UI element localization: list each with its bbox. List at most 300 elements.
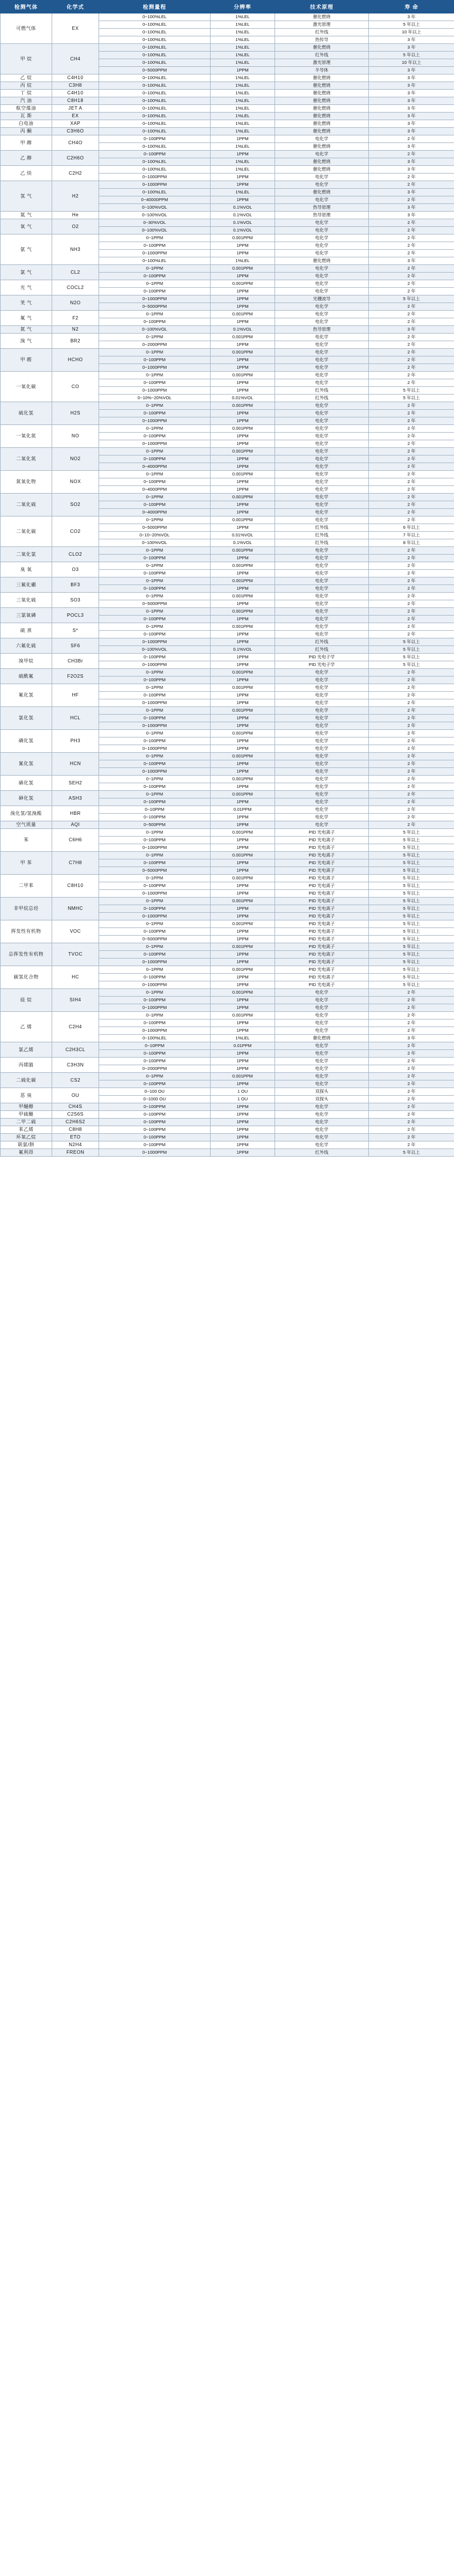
cell-gas-name: 丁 烷 bbox=[1, 90, 52, 97]
cell-resolution: 0.001PPM bbox=[211, 265, 275, 273]
cell-detection-range: 0~1PPM bbox=[99, 829, 211, 837]
cell-detection-range: 0~100PPM bbox=[99, 1103, 211, 1111]
cell-detection-range: 0~1000PPM bbox=[99, 959, 211, 966]
cell-gas-name: 氮 气 bbox=[1, 326, 52, 334]
cell-resolution: 0.1%VOL bbox=[211, 539, 275, 547]
cell-chemical-formula: COCL2 bbox=[52, 280, 99, 295]
cell-chemical-formula: NO2 bbox=[52, 448, 99, 471]
cell-technology: 催化燃烧 bbox=[275, 97, 369, 105]
cell-lifetime: 2 年 bbox=[369, 273, 454, 280]
cell-chemical-formula: NOX bbox=[52, 471, 99, 494]
cell-technology: 红外线 bbox=[275, 395, 369, 402]
cell-resolution: 1PPM bbox=[211, 661, 275, 669]
cell-resolution: 0.001PPM bbox=[211, 471, 275, 478]
cell-detection-range: 0~100%VOL bbox=[99, 539, 211, 547]
cell-resolution: 0.001PPM bbox=[211, 280, 275, 288]
table-body bbox=[1, 13, 454, 1157]
cell-lifetime: 5 年以上 bbox=[369, 387, 454, 395]
cell-gas-name: 可燃气体 bbox=[1, 13, 52, 44]
table-row bbox=[1, 97, 454, 105]
column-header-gas: 检测气体 bbox=[1, 1, 52, 13]
cell-detection-range: 0~100PPM bbox=[99, 837, 211, 844]
cell-lifetime: 5 年以上 bbox=[369, 646, 454, 654]
cell-gas-name: 丙 酮 bbox=[1, 128, 52, 135]
cell-detection-range: 0~1PPM bbox=[99, 448, 211, 456]
cell-technology: PID 光电离子 bbox=[275, 898, 369, 905]
cell-technology: 电化学 bbox=[275, 1134, 369, 1141]
cell-detection-range: 0~1000PPM bbox=[99, 174, 211, 181]
cell-detection-range: 0~100PPM bbox=[99, 356, 211, 364]
table-row bbox=[1, 372, 454, 379]
cell-technology: 催化燃烧 bbox=[275, 189, 369, 196]
cell-detection-range: 0~1000PPM bbox=[99, 440, 211, 448]
cell-lifetime: 2 年 bbox=[369, 486, 454, 494]
cell-resolution: 0.1%VOL bbox=[211, 204, 275, 212]
table-row bbox=[1, 920, 454, 928]
table-row bbox=[1, 166, 454, 174]
cell-technology: 电化学 bbox=[275, 1027, 369, 1035]
cell-lifetime: 5 年以上 bbox=[369, 966, 454, 974]
cell-gas-name: 碳氢化合物 bbox=[1, 966, 52, 989]
cell-lifetime: 2 年 bbox=[369, 600, 454, 608]
cell-detection-range: 0~100PPM bbox=[99, 1119, 211, 1126]
cell-detection-range: 0~100PPM bbox=[99, 631, 211, 638]
cell-technology: 催化燃烧 bbox=[275, 113, 369, 120]
cell-resolution: 0.001PPM bbox=[211, 684, 275, 692]
cell-detection-range: 0~100PPM bbox=[99, 783, 211, 791]
cell-detection-range: 0~5000PPM bbox=[99, 303, 211, 311]
cell-chemical-formula: C2H6O bbox=[52, 151, 99, 166]
table-row bbox=[1, 875, 454, 882]
cell-technology: 催化燃烧 bbox=[275, 128, 369, 135]
cell-resolution: 0.001PPM bbox=[211, 730, 275, 738]
cell-chemical-formula: C2H6S2 bbox=[52, 1119, 99, 1126]
table-row bbox=[1, 943, 454, 951]
cell-resolution: 0.001PPM bbox=[211, 516, 275, 524]
cell-detection-range: 0~100PPM bbox=[99, 501, 211, 509]
cell-detection-range: 0~1PPM bbox=[99, 280, 211, 288]
cell-resolution: 1PPM bbox=[211, 783, 275, 791]
cell-detection-range: 0~100PPM bbox=[99, 570, 211, 577]
cell-technology: 电化学 bbox=[275, 631, 369, 638]
cell-technology: 双探头 bbox=[275, 1096, 369, 1103]
cell-detection-range: 0~100%LEL bbox=[99, 44, 211, 52]
cell-lifetime: 5 年以上 bbox=[369, 936, 454, 943]
cell-detection-range: 0~100%VOL bbox=[99, 227, 211, 235]
cell-lifetime: 2 年 bbox=[369, 547, 454, 555]
cell-resolution: 1%LEL bbox=[211, 113, 275, 120]
cell-chemical-formula: AQI bbox=[52, 821, 99, 829]
cell-technology: PID 光电离子 bbox=[275, 936, 369, 943]
cell-technology: 电化学 bbox=[275, 730, 369, 738]
cell-detection-range: 0~1PPM bbox=[99, 791, 211, 798]
cell-lifetime: 3 年 bbox=[369, 326, 454, 334]
cell-detection-range: 0~100PPM bbox=[99, 456, 211, 463]
cell-lifetime: 3 年 bbox=[369, 189, 454, 196]
cell-technology: 电化学 bbox=[275, 821, 369, 829]
cell-technology: 电化学 bbox=[275, 753, 369, 760]
cell-resolution: 1PPM bbox=[211, 478, 275, 486]
cell-lifetime: 5 年以上 bbox=[369, 852, 454, 859]
cell-resolution: 0.001PPM bbox=[211, 562, 275, 570]
cell-technology: 电化学 bbox=[275, 1050, 369, 1058]
cell-technology: 电化学 bbox=[275, 669, 369, 677]
cell-lifetime: 2 年 bbox=[369, 425, 454, 433]
cell-detection-range: 0~100PPM bbox=[99, 814, 211, 821]
cell-lifetime: 3 年 bbox=[369, 90, 454, 97]
cell-resolution: 1PPM bbox=[211, 1149, 275, 1157]
cell-gas-name: 联氨/肼 bbox=[1, 1141, 52, 1149]
cell-lifetime: 2 年 bbox=[369, 715, 454, 722]
cell-detection-range: 0~100PPM bbox=[99, 555, 211, 562]
cell-resolution: 1PPM bbox=[211, 356, 275, 364]
cell-resolution: 1PPM bbox=[211, 417, 275, 425]
cell-chemical-formula: SEH2 bbox=[52, 776, 99, 791]
cell-resolution: 1PPM bbox=[211, 1134, 275, 1141]
cell-resolution: 0.001PPM bbox=[211, 753, 275, 760]
cell-technology: 电化学 bbox=[275, 677, 369, 684]
cell-resolution: 0.001PPM bbox=[211, 920, 275, 928]
cell-detection-range: 0~100%VOL bbox=[99, 646, 211, 654]
cell-technology: 电化学 bbox=[275, 273, 369, 280]
cell-lifetime: 5 年以上 bbox=[369, 21, 454, 29]
cell-resolution: 1PPM bbox=[211, 364, 275, 372]
cell-lifetime: 2 年 bbox=[369, 433, 454, 440]
cell-gas-name: 苯 bbox=[1, 829, 52, 852]
cell-resolution: 1PPM bbox=[211, 1111, 275, 1119]
cell-resolution: 1PPM bbox=[211, 524, 275, 532]
table-row bbox=[1, 989, 454, 997]
cell-resolution: 1PPM bbox=[211, 151, 275, 158]
cell-chemical-formula: C4H10 bbox=[52, 90, 99, 97]
cell-resolution: 0.001PPM bbox=[211, 1073, 275, 1080]
cell-resolution: 1PPM bbox=[211, 1119, 275, 1126]
cell-chemical-formula: HCHO bbox=[52, 349, 99, 372]
cell-lifetime: 2 年 bbox=[369, 242, 454, 250]
cell-lifetime: 2 年 bbox=[369, 1088, 454, 1096]
cell-resolution: 1PPM bbox=[211, 456, 275, 463]
cell-lifetime: 5 年以上 bbox=[369, 829, 454, 837]
cell-lifetime: 2 年 bbox=[369, 669, 454, 677]
cell-lifetime: 2 年 bbox=[369, 1111, 454, 1119]
cell-technology: 红外线 bbox=[275, 1149, 369, 1157]
cell-gas-name: 挥发性有机物 bbox=[1, 920, 52, 943]
table-row bbox=[1, 821, 454, 829]
cell-lifetime: 2 年 bbox=[369, 699, 454, 707]
table-row bbox=[1, 494, 454, 501]
cell-lifetime: 5 年以上 bbox=[369, 638, 454, 646]
cell-resolution: 0.001PPM bbox=[211, 623, 275, 631]
cell-detection-range: 0~100PPM bbox=[99, 798, 211, 806]
cell-technology: 电化学 bbox=[275, 707, 369, 715]
cell-gas-name: 氟化氢 bbox=[1, 684, 52, 707]
cell-technology: 电化学 bbox=[275, 1080, 369, 1088]
cell-lifetime: 3 年 bbox=[369, 158, 454, 166]
cell-resolution: 0.001PPM bbox=[211, 608, 275, 616]
cell-detection-range: 0~1000 OU bbox=[99, 1096, 211, 1103]
cell-detection-range: 0~1PPM bbox=[99, 1073, 211, 1080]
cell-technology: 电化学 bbox=[275, 555, 369, 562]
cell-lifetime: 2 年 bbox=[369, 677, 454, 684]
cell-detection-range: 0~1000PPM bbox=[99, 844, 211, 852]
cell-lifetime: 2 年 bbox=[369, 288, 454, 295]
cell-resolution: 1PPM bbox=[211, 288, 275, 295]
cell-detection-range: 0~1PPM bbox=[99, 707, 211, 715]
table-row bbox=[1, 425, 454, 433]
cell-detection-range: 0~4000PPM bbox=[99, 463, 211, 471]
cell-lifetime: 2 年 bbox=[369, 364, 454, 372]
cell-technology: 红外线 bbox=[275, 532, 369, 539]
table-row bbox=[1, 1126, 454, 1134]
cell-gas-name: 硒化氢 bbox=[1, 776, 52, 791]
cell-resolution: 0.1%VOL bbox=[211, 219, 275, 227]
cell-gas-name: 甲 烷 bbox=[1, 44, 52, 74]
table-row bbox=[1, 776, 454, 783]
cell-detection-range: 0~1PPM bbox=[99, 608, 211, 616]
cell-technology: 电化学 bbox=[275, 570, 369, 577]
cell-lifetime: 3 年 bbox=[369, 166, 454, 174]
cell-lifetime: 5 年以上 bbox=[369, 890, 454, 898]
cell-resolution: 1%LEL bbox=[211, 128, 275, 135]
cell-gas-name: 光 气 bbox=[1, 280, 52, 295]
cell-lifetime: 2 年 bbox=[369, 1042, 454, 1050]
cell-technology: PID 光电离子 bbox=[275, 867, 369, 875]
cell-lifetime: 2 年 bbox=[369, 768, 454, 776]
cell-technology: 催化燃烧 bbox=[275, 120, 369, 128]
cell-lifetime: 2 年 bbox=[369, 562, 454, 570]
cell-resolution: 1PPM bbox=[211, 1126, 275, 1134]
cell-technology: 激光原理 bbox=[275, 21, 369, 29]
cell-technology: 电化学 bbox=[275, 715, 369, 722]
cell-technology: 电化学 bbox=[275, 509, 369, 516]
cell-technology: 催化燃烧 bbox=[275, 143, 369, 151]
cell-lifetime: 2 年 bbox=[369, 1065, 454, 1073]
cell-lifetime: 2 年 bbox=[369, 341, 454, 349]
cell-lifetime: 2 年 bbox=[369, 776, 454, 783]
cell-detection-range: 0~100PPM bbox=[99, 882, 211, 890]
cell-technology: 电化学 bbox=[275, 478, 369, 486]
cell-technology: 电化学 bbox=[275, 1111, 369, 1119]
cell-detection-range: 0~100%LEL bbox=[99, 158, 211, 166]
cell-technology: 电化学 bbox=[275, 997, 369, 1004]
cell-lifetime: 5 年以上 bbox=[369, 959, 454, 966]
cell-lifetime: 3 年 bbox=[369, 74, 454, 82]
cell-detection-range: 0~100%LEL bbox=[99, 143, 211, 151]
cell-resolution: 1%LEL bbox=[211, 90, 275, 97]
cell-detection-range: 0~100%LEL bbox=[99, 82, 211, 90]
cell-detection-range: 0~1PPM bbox=[99, 1012, 211, 1019]
cell-lifetime: 2 年 bbox=[369, 1012, 454, 1019]
cell-resolution: 1PPM bbox=[211, 555, 275, 562]
cell-resolution: 1PPM bbox=[211, 410, 275, 417]
cell-gas-name: 六氟化硫 bbox=[1, 638, 52, 654]
cell-resolution: 0.001PPM bbox=[211, 829, 275, 837]
cell-detection-range: 0~10PPM bbox=[99, 1042, 211, 1050]
cell-detection-range: 0~1PPM bbox=[99, 730, 211, 738]
cell-resolution: 0.001PPM bbox=[211, 776, 275, 783]
cell-resolution: 1%LEL bbox=[211, 105, 275, 113]
cell-resolution: 0.001PPM bbox=[211, 349, 275, 356]
cell-lifetime: 5 年以上 bbox=[369, 951, 454, 959]
cell-resolution: 0.001PPM bbox=[211, 402, 275, 410]
cell-technology: 催化燃烧 bbox=[275, 158, 369, 166]
table-row bbox=[1, 562, 454, 570]
cell-technology: 电化学 bbox=[275, 722, 369, 730]
cell-technology: 半导体 bbox=[275, 67, 369, 74]
cell-resolution: 1PPM bbox=[211, 1019, 275, 1027]
cell-lifetime: 2 年 bbox=[369, 402, 454, 410]
cell-chemical-formula: HBR bbox=[52, 806, 99, 821]
cell-lifetime: 2 年 bbox=[369, 1027, 454, 1035]
cell-technology: 红外线 bbox=[275, 646, 369, 654]
cell-detection-range: 0~1PPM bbox=[99, 669, 211, 677]
table-row bbox=[1, 235, 454, 242]
cell-lifetime: 2 年 bbox=[369, 593, 454, 600]
cell-chemical-formula: ASH3 bbox=[52, 791, 99, 806]
cell-lifetime: 2 年 bbox=[369, 379, 454, 387]
cell-resolution: 1PPM bbox=[211, 1027, 275, 1035]
cell-resolution: 1 OU bbox=[211, 1096, 275, 1103]
cell-detection-range: 0~1000PPM bbox=[99, 890, 211, 898]
cell-chemical-formula: CO bbox=[52, 372, 99, 402]
cell-resolution: 1%LEL bbox=[211, 52, 275, 59]
cell-lifetime: 2 年 bbox=[369, 471, 454, 478]
cell-resolution: 1PPM bbox=[211, 273, 275, 280]
cell-detection-range: 0~100PPM bbox=[99, 410, 211, 417]
cell-chemical-formula: HCN bbox=[52, 753, 99, 776]
cell-chemical-formula: C2H3CL bbox=[52, 1042, 99, 1058]
cell-detection-range: 0~100PPM bbox=[99, 318, 211, 326]
cell-chemical-formula: C8H18 bbox=[52, 97, 99, 105]
table-row bbox=[1, 113, 454, 120]
cell-lifetime: 2 年 bbox=[369, 265, 454, 273]
cell-lifetime: 2 年 bbox=[369, 219, 454, 227]
cell-lifetime: 5 年以上 bbox=[369, 661, 454, 669]
cell-gas-name: 乙 炔 bbox=[1, 166, 52, 181]
table-row bbox=[1, 334, 454, 341]
cell-gas-name: 氢 气 bbox=[1, 181, 52, 212]
cell-lifetime: 2 年 bbox=[369, 456, 454, 463]
cell-detection-range: 0~100%LEL bbox=[99, 97, 211, 105]
cell-resolution: 1PPM bbox=[211, 974, 275, 981]
cell-technology: 热导原理 bbox=[275, 204, 369, 212]
cell-gas-name: 恶 臭 bbox=[1, 1088, 52, 1103]
cell-technology: 电化学 bbox=[275, 227, 369, 235]
cell-technology: 催化燃烧 bbox=[275, 1035, 369, 1042]
cell-technology: 电化学 bbox=[275, 151, 369, 158]
cell-lifetime: 3 年 bbox=[369, 212, 454, 219]
cell-detection-range: 0~1PPM bbox=[99, 334, 211, 341]
table-row bbox=[1, 593, 454, 600]
cell-lifetime: 2 年 bbox=[369, 753, 454, 760]
table-row bbox=[1, 1073, 454, 1080]
cell-technology: 电化学 bbox=[275, 265, 369, 273]
table-row bbox=[1, 707, 454, 715]
cell-technology: 催化燃烧 bbox=[275, 90, 369, 97]
table-row bbox=[1, 212, 454, 219]
cell-lifetime: 6 年以上 bbox=[369, 524, 454, 532]
cell-lifetime: 5 年以上 bbox=[369, 654, 454, 661]
cell-gas-name: 空气质量 bbox=[1, 821, 52, 829]
cell-technology: 电化学 bbox=[275, 745, 369, 753]
cell-chemical-formula: CS2 bbox=[52, 1073, 99, 1088]
cell-technology: 电化学 bbox=[275, 448, 369, 456]
cell-lifetime: 2 年 bbox=[369, 1126, 454, 1134]
cell-detection-range: 0~100PPM bbox=[99, 951, 211, 959]
cell-resolution: 1PPM bbox=[211, 699, 275, 707]
cell-resolution: 1PPM bbox=[211, 181, 275, 189]
cell-resolution: 1PPM bbox=[211, 67, 275, 74]
table-row bbox=[1, 1012, 454, 1019]
cell-gas-name: 硫 蒸 bbox=[1, 623, 52, 638]
cell-technology: 电化学 bbox=[275, 616, 369, 623]
cell-chemical-formula: N2O bbox=[52, 295, 99, 311]
cell-detection-range: 0~100PPM bbox=[99, 379, 211, 387]
cell-gas-name: 甲 苯 bbox=[1, 852, 52, 875]
cell-lifetime: 3 年 bbox=[369, 143, 454, 151]
cell-technology: 电化学 bbox=[275, 684, 369, 692]
cell-lifetime: 3 年 bbox=[369, 67, 454, 74]
cell-chemical-formula: ETO bbox=[52, 1134, 99, 1141]
cell-technology: PID 光电离子 bbox=[275, 905, 369, 913]
cell-resolution: 1%LEL bbox=[211, 21, 275, 29]
cell-technology: 电化学 bbox=[275, 516, 369, 524]
cell-detection-range: 0~100PPM bbox=[99, 1141, 211, 1149]
cell-gas-name: 硫化氢 bbox=[1, 402, 52, 425]
cell-lifetime: 2 年 bbox=[369, 417, 454, 425]
cell-gas-name: 白电油 bbox=[1, 120, 52, 128]
cell-lifetime: 2 年 bbox=[369, 989, 454, 997]
cell-chemical-formula: TVOC bbox=[52, 943, 99, 966]
cell-resolution: 1PPM bbox=[211, 677, 275, 684]
table-row bbox=[1, 74, 454, 82]
cell-resolution: 1%LEL bbox=[211, 189, 275, 196]
cell-detection-range: 0~1000PPM bbox=[99, 250, 211, 257]
cell-lifetime: 2 年 bbox=[369, 738, 454, 745]
cell-technology: 电化学 bbox=[275, 341, 369, 349]
cell-lifetime: 10 年以上 bbox=[369, 59, 454, 67]
cell-resolution: 1PPM bbox=[211, 890, 275, 898]
cell-detection-range: 0~1PPM bbox=[99, 516, 211, 524]
cell-resolution: 1PPM bbox=[211, 844, 275, 852]
table-row bbox=[1, 105, 454, 113]
table-row bbox=[1, 577, 454, 585]
cell-gas-name: 硫酰氟 bbox=[1, 669, 52, 684]
cell-detection-range: 0~100PPM bbox=[99, 974, 211, 981]
cell-detection-range: 0~100PPM bbox=[99, 151, 211, 158]
cell-technology: 电化学 bbox=[275, 334, 369, 341]
cell-resolution: 1PPM bbox=[211, 600, 275, 608]
cell-resolution: 1PPM bbox=[211, 859, 275, 867]
cell-resolution: 1PPM bbox=[211, 692, 275, 699]
cell-detection-range: 0~1000PPM bbox=[99, 417, 211, 425]
cell-resolution: 1PPM bbox=[211, 440, 275, 448]
cell-technology: PID 光电离子 bbox=[275, 959, 369, 966]
cell-resolution: 1PPM bbox=[211, 981, 275, 989]
cell-resolution: 1PPM bbox=[211, 715, 275, 722]
cell-gas-name: 笑 气 bbox=[1, 295, 52, 311]
cell-detection-range: 0~100PPM bbox=[99, 692, 211, 699]
cell-detection-range: 0~100%LEL bbox=[99, 189, 211, 196]
cell-technology: 电化学 bbox=[275, 303, 369, 311]
cell-resolution: 0.001PPM bbox=[211, 966, 275, 974]
cell-resolution: 0.001PPM bbox=[211, 852, 275, 859]
cell-technology: 红外线 bbox=[275, 29, 369, 36]
table-row bbox=[1, 448, 454, 456]
cell-technology: PID 光电离子 bbox=[275, 951, 369, 959]
cell-chemical-formula: HC bbox=[52, 966, 99, 989]
cell-technology: 电化学 bbox=[275, 562, 369, 570]
